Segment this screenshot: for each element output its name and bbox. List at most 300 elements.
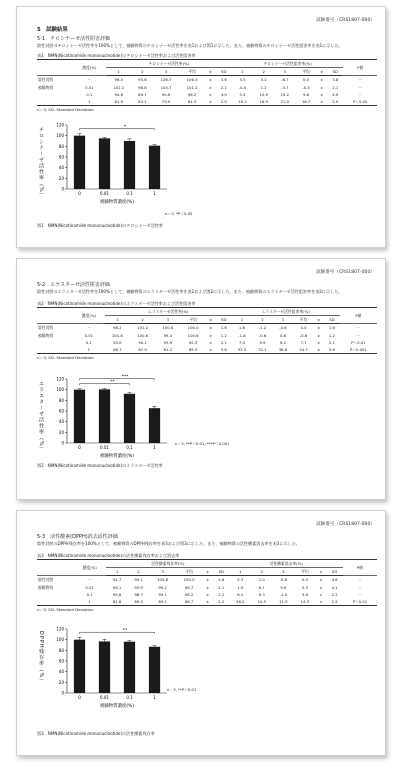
table-cell: 4.0 [220,91,227,97]
row-conc: 0.01 [85,84,94,90]
row-conc: 1 [87,347,91,353]
y-tick-label: 40 [58,419,64,425]
row-label [37,591,73,598]
figure-caption: 図3 NMN(Nicotinamide mononucleotide)の活性酸素残存率 [37,731,155,736]
row-label: 陰性対照 [38,77,54,83]
table-cell: 105.8 [157,577,168,583]
table-subheader: 1 [105,316,130,324]
bar [149,408,160,443]
table-cell: 100.6 [137,332,149,338]
table-cell: 93.0 [113,339,122,345]
bar [149,647,160,693]
y-tick-label: 80 [58,143,64,149]
table-row [37,591,377,598]
table-cell: 0.0 [303,77,310,83]
table-cell: 7.7 [300,339,307,345]
subsection-title: 5-2 エラスターゼ活性阻害評価 [37,282,110,288]
table-cell: 1.8 [238,325,245,331]
table-row [37,76,377,84]
table-cell: 81.8 [112,599,122,605]
table-subheader: SD [216,316,232,324]
table-cell: -0.6 [258,332,267,338]
table-cell: 99.4 [163,332,173,338]
table-cell: 3.6 [328,347,335,353]
y-tick-label: 100 [56,637,64,643]
table-cell: 96.2 [187,91,197,97]
bar [99,641,110,693]
report-page-1 [16,6,386,248]
table-cell: 38.8 [278,347,288,353]
x-tick-label: 0.1 [126,445,133,450]
table-subheader: 平均 [295,68,316,76]
y-tick-label: 20 [58,175,64,181]
table-cell: 8.2 [237,591,244,597]
table-cell: -0.5 [238,84,247,90]
table-cell: 4.6 [218,577,225,583]
table-cell: 65.3 [188,347,198,353]
table-subheader: ± [206,316,216,324]
table-subheader: SD [213,568,230,576]
table-cell: ± [319,577,323,583]
table-caption: 表1 NMN(Nicotinamide mononucleotide)のチロシナーゼ活性率および活性阻害率 [37,53,196,58]
figure-caption: 図2 NMN(Nicotinamide mononucleotide)のエラスターゼ活性率 [37,463,163,468]
table-note: n＝3, SD: Standard Deviation [37,607,94,612]
table-cell: 96.7 [134,591,143,597]
y-tick-label: 120 [56,376,64,382]
row-label [37,598,73,606]
table-cell: 3.2 [260,77,267,83]
table-cell: 100.6 [162,325,174,331]
table-cell: 95.8 [112,591,122,597]
table-cell: 89.1 [138,91,147,97]
x-tick-label: 0.1 [126,191,133,196]
table-cell: -0.5 [302,84,310,90]
report-number: 試験番号（CRS1807-000） [316,18,375,23]
y-tick-label: 80 [58,647,64,653]
table-cell: ± [206,599,210,605]
row-conc: 0.01 [85,584,94,590]
row-conc: － [86,325,91,331]
table-cell: ± [208,99,212,105]
row-label: 被験物質 [38,584,54,590]
table-cell: 99.1 [158,591,167,597]
subsection-title: 5-1 チロシナーゼ活性阻害評価 [37,36,111,42]
table-cell: 9.3 [258,591,265,597]
row-label: 陰性対照 [38,577,54,583]
table-cell: ± [317,347,321,353]
table-cell: -1.9 [279,591,288,597]
table-subheader: 平均 [180,316,205,324]
table-cell: 9.8 [303,91,310,97]
table-subheader: SD [326,568,343,576]
table-cell: 21.0 [280,99,290,105]
table-cell: 5.3 [301,584,308,590]
table-header-p: P値 [340,308,377,324]
table-cell: 18.1 [238,99,247,105]
table-cell: 93.9 [134,584,143,590]
table-cell: ± [320,91,324,97]
table-cell: 96.1 [112,584,122,590]
report-page-2 [16,258,386,500]
table-row [37,91,377,98]
y-tick-label: 40 [58,165,64,171]
y-tick-label: 20 [58,679,64,685]
row-p-value: － [358,591,362,597]
table-note: n＝3, SD: Standard Deviation [37,107,94,112]
bar [124,642,135,693]
table-cell: ± [317,332,321,338]
row-label: 被験物質 [38,84,54,90]
table-cell: ± [208,77,212,83]
table-cell: 98.2 [113,325,122,331]
row-p-value: － [358,77,363,83]
table-subheader: 1 [232,316,253,324]
x-tick-label: 0 [78,695,81,700]
table-header-conc: 濃度(%) [73,308,105,324]
table-header-group: 活性酸素残存率(%) [106,560,229,568]
table-subheader: 平均 [293,316,314,324]
table-cell: 15.2 [280,91,290,97]
table-row [37,584,377,591]
table-cell: ± [208,84,212,90]
x-axis-label: 被験物質濃度(%) [100,704,134,709]
bar-chart [37,619,187,711]
results-table [37,59,377,106]
table-cell: 2.2 [331,599,338,605]
bar [124,141,135,189]
table-cell: 2.0 [220,99,227,105]
table-cell: 1.5 [237,584,244,590]
table-cell: 101.2 [186,84,198,90]
y-tick-label: 0 [61,690,64,696]
row-label [37,91,73,98]
table-cell: 96.7 [184,584,194,590]
table-cell: 99.1 [134,577,143,583]
table-subheader: ± [314,316,324,324]
table-cell: 32.1 [258,347,267,353]
y-tick-label: 100 [56,133,64,139]
row-p-value: － [356,325,361,331]
bar [74,136,85,189]
table-cell: ± [320,84,324,90]
y-tick-label: 100 [56,387,64,393]
row-conc: 0.01 [84,332,94,338]
table-subheader: 2 [251,568,273,576]
table-cell: 89.3 [134,599,143,605]
significance-mark: ** [110,379,115,385]
table-subheader: 2 [128,568,150,576]
table-cell: 3.8 [301,591,308,597]
table-cell: -5.8 [279,577,288,583]
table-cell: 6.1 [279,339,287,345]
row-conc: 1 [88,599,91,605]
table-cell: -3.7 [281,84,289,90]
table-cell: 90.1 [138,339,147,345]
table-cell: 2.2 [218,599,225,605]
body-text: 陰性対照のDPPH残存率を100%として、被験物質のDPPH残存率を表3および図3に示した。また、被験物質の活性酸素消去率を表3に示した。 [37,541,300,546]
subsection-title: 5-3 活性酸素(DPPH)消去活性評価 [37,534,118,540]
table-subheader: 2 [130,316,155,324]
table-cell: 92.3 [188,339,198,345]
bar-chart-svg [37,115,187,207]
table-cell: 1.2 [260,84,267,90]
table-cell: 2.1 [220,339,227,345]
table-cell: ± [209,325,213,331]
row-p-value: P＜0.05 [352,99,368,105]
table-cell: 106.3 [186,77,198,83]
table-cell: 10.9 [259,91,268,97]
bar [99,389,110,443]
report-page-3 [16,510,386,756]
row-conc: 1 [88,99,91,105]
table-subheader: SD [216,68,232,76]
row-label [37,339,73,346]
table-cell: 33.3 [237,347,247,353]
x-tick-label: 0.01 [100,445,109,450]
table-cell: ± [317,325,321,331]
table-cell: 14.3 [300,599,310,605]
row-p-value: P＜0.001 [349,347,367,353]
table-row [37,346,377,354]
table-cell: ± [206,584,210,590]
table-cell: 1.6 [220,325,227,331]
bar [149,146,160,189]
table-subheader: 3 [155,316,180,324]
y-tick-label: 60 [58,658,64,664]
x-tick-label: 1 [153,445,156,450]
bar-chart [37,115,187,207]
table-cell: 81.9 [114,99,123,105]
table-row [37,84,377,91]
table-caption: 表3 NMN(Nicotinamide mononucleotide)の活性酸素残存率および消去率 [37,553,180,558]
table-cell: 0.6 [279,332,287,338]
table-cell: 4.6 [331,577,338,583]
bar-chart [37,369,187,461]
row-label [37,346,73,354]
table-cell: 61.2 [163,347,173,353]
table-cell: 2.1 [220,84,227,90]
table-cell: 99.2 [158,584,167,590]
table-cell: 95.8 [138,77,147,83]
row-p-value: － [358,91,363,97]
table-cell: 6.1 [258,584,265,590]
x-tick-label: 0.1 [126,695,133,700]
table-subheader: 3 [149,568,175,576]
table-cell: -1.2 [258,325,267,331]
table-header-conc: 濃度(%) [73,560,106,576]
table-cell: 3.6 [220,77,227,83]
y-tick-label: 20 [58,429,64,435]
row-p-value: － [358,84,363,90]
table-subheader: SD [327,68,343,76]
x-tick-label: 0.01 [100,191,109,196]
table-subheader: ± [202,568,213,576]
y-tick-label: 0 [61,186,64,192]
table-subheader: SD [324,316,340,324]
table-row [37,598,377,606]
table-header-p: P値 [343,560,377,576]
table-cell: -6.7 [281,77,289,83]
table-cell: 18.7 [301,99,311,105]
table-subheader: 2 [132,68,153,76]
table-cell: 100.0 [183,577,195,583]
y-tick-label: 0 [61,440,64,446]
table-cell: 103.7 [160,84,172,90]
x-tick-label: 1 [153,191,156,196]
y-tick-label: 60 [58,154,64,160]
table-cell: 96.2 [184,591,194,597]
bar [74,640,85,693]
y-tick-label: 120 [56,626,64,632]
table-cell: 9.9 [280,584,287,590]
table-cell: 3.8 [332,77,339,83]
table-cell: 66.7 [113,347,122,353]
table-header-blank [37,560,73,576]
table-cell: ± [209,332,213,338]
results-table [37,559,377,606]
table-subheader: 平均 [176,568,202,576]
y-tick-label: 60 [58,408,64,414]
table-subheader: 平均 [179,68,205,76]
table-cell: 3.6 [220,347,227,353]
row-conc: 0.1 [86,91,93,97]
stat-note: n＝3, **P＜0.01 [167,687,197,692]
table-subheader: 3 [153,68,179,76]
table-cell: 0.0 [301,577,308,583]
table-cell: 4.1 [218,584,225,590]
table-header-blank [37,60,73,76]
table-subheader: ± [317,68,328,76]
table-header-group: チロシナーゼ活性率(%) [106,60,232,68]
table-subheader: ± [205,68,216,76]
table-cell: 10.5 [257,599,267,605]
significance-mark: ** [122,628,128,634]
significance-mark: * [123,124,127,130]
stat-note: n＝3, *P＜0.05 [165,211,193,216]
x-axis-label: 被験物質濃度(%) [100,200,134,205]
row-conc: － [87,77,92,83]
table-row [37,576,377,584]
table-cell: 2.2 [331,591,338,597]
table-header-conc: 濃度(%) [73,60,106,76]
table-cell: 100.0 [187,325,199,331]
table-cell: 4.0 [332,91,339,97]
x-tick-label: 0 [78,445,81,450]
table-cell: 34.7 [299,347,308,353]
y-axis-label: DPPH残存率（%） [38,631,44,685]
table-subheader: ± [316,568,327,576]
table-cell: 101.8 [111,332,123,338]
table-cell: 11.9 [279,599,288,605]
table-subheader: 1 [106,68,132,76]
table-cell: ± [319,584,323,590]
table-cell: 2.1 [332,84,339,90]
table-cell: ± [319,599,323,605]
table-cell: 4.1 [331,584,338,590]
table-subheader: 2 [253,68,274,76]
table-subheader: 3 [273,568,295,576]
table-header-group: チロシナーゼ活性阻害率(%) [232,60,344,68]
y-tick-label: 40 [58,669,64,675]
figure-caption: 図1 NMN(Nicotinamide mononucleotide)のチロシナーゼ活性率 [37,223,163,228]
table-subheader: 平均 [294,568,316,576]
table-cell: 2.1 [328,339,335,345]
table-cell: 0.0 [300,325,307,331]
report-number: 試験番号（CRS1807-000） [316,522,375,527]
table-cell: ± [319,591,323,597]
section-title: 5 試験結果 [37,27,68,33]
table-cell: 9.9 [259,339,266,345]
table-subheader: 1 [230,568,252,576]
table-cell: ± [320,99,324,105]
y-axis-label: チロシナーゼ活性率（%） [38,127,44,199]
table-cell: ± [208,91,212,97]
table-header-group: 活性酸素消去率(%) [230,560,343,568]
table-row [37,339,377,346]
table-cell: 1.2 [220,332,227,338]
stat-note: n＝3, **P＜0.01, ***P＜0.001 [175,441,230,446]
row-label: 陰性対照 [38,325,54,331]
bar-chart-svg [37,369,187,461]
bar [74,390,85,443]
table-cell: 126.7 [160,77,172,83]
row-p-value: － [358,577,362,583]
body-text: 陰性対照のエラスターゼ活性率を100%として、被験物質のエラスターゼ活性率を表2および図2に示した。また、被験物質のエラスターゼ活性阻害率を表2に示した。 [37,289,343,294]
table-cell: 100.6 [187,332,199,338]
table-header-blank [37,308,73,324]
table-cell: 3.5 [239,77,246,83]
table-subheader: 1 [232,68,253,76]
table-cell: 94.7 [112,577,122,583]
table-cell: ± [209,347,213,353]
table-cell: 5.3 [237,577,244,583]
table-subheader: 1 [106,568,128,576]
table-cell: 5.4 [239,91,246,97]
table-cell: 1.0 [258,577,265,583]
row-p-value: P＜0.01 [351,339,366,345]
table-cell: 101.1 [113,84,125,90]
row-label [37,98,73,106]
y-axis-label: エラスターゼ活性率（%） [38,381,44,453]
table-subheader: 3 [274,68,295,76]
table-cell: -0.6 [299,332,308,338]
table-row [37,98,377,106]
y-tick-label: 120 [56,122,64,128]
table-row [37,324,377,332]
table-cell: ± [206,577,210,583]
table-cell: 2.2 [218,591,225,597]
bar [99,138,110,189]
table-cell: 90.8 [161,91,171,97]
table-cell: 96.5 [114,77,123,83]
table-cell: 2.0 [332,99,339,105]
row-conc: 0.1 [86,591,93,597]
significance-mark: *** [121,374,129,380]
table-cell: 86.7 [184,599,194,605]
table-cell: ± [209,339,213,345]
table-cell: 83.1 [138,99,147,105]
table-row [37,332,377,339]
table-cell: 79.0 [161,99,171,105]
table-cell: 16.2 [236,599,245,605]
table-cell: 93.9 [163,339,173,345]
table-note: n＝3, SD: Standard Deviation [37,355,94,360]
y-tick-label: 80 [58,397,64,403]
table-caption: 表2 NMN(Nicotinamide mononucleotide)のエラスターゼ活性率および活性阻害率 [37,301,196,306]
table-header-group: エラスターゼ活性率(%) [105,308,232,316]
x-tick-label: 1 [153,695,156,700]
table-cell: 1.6 [328,325,335,331]
